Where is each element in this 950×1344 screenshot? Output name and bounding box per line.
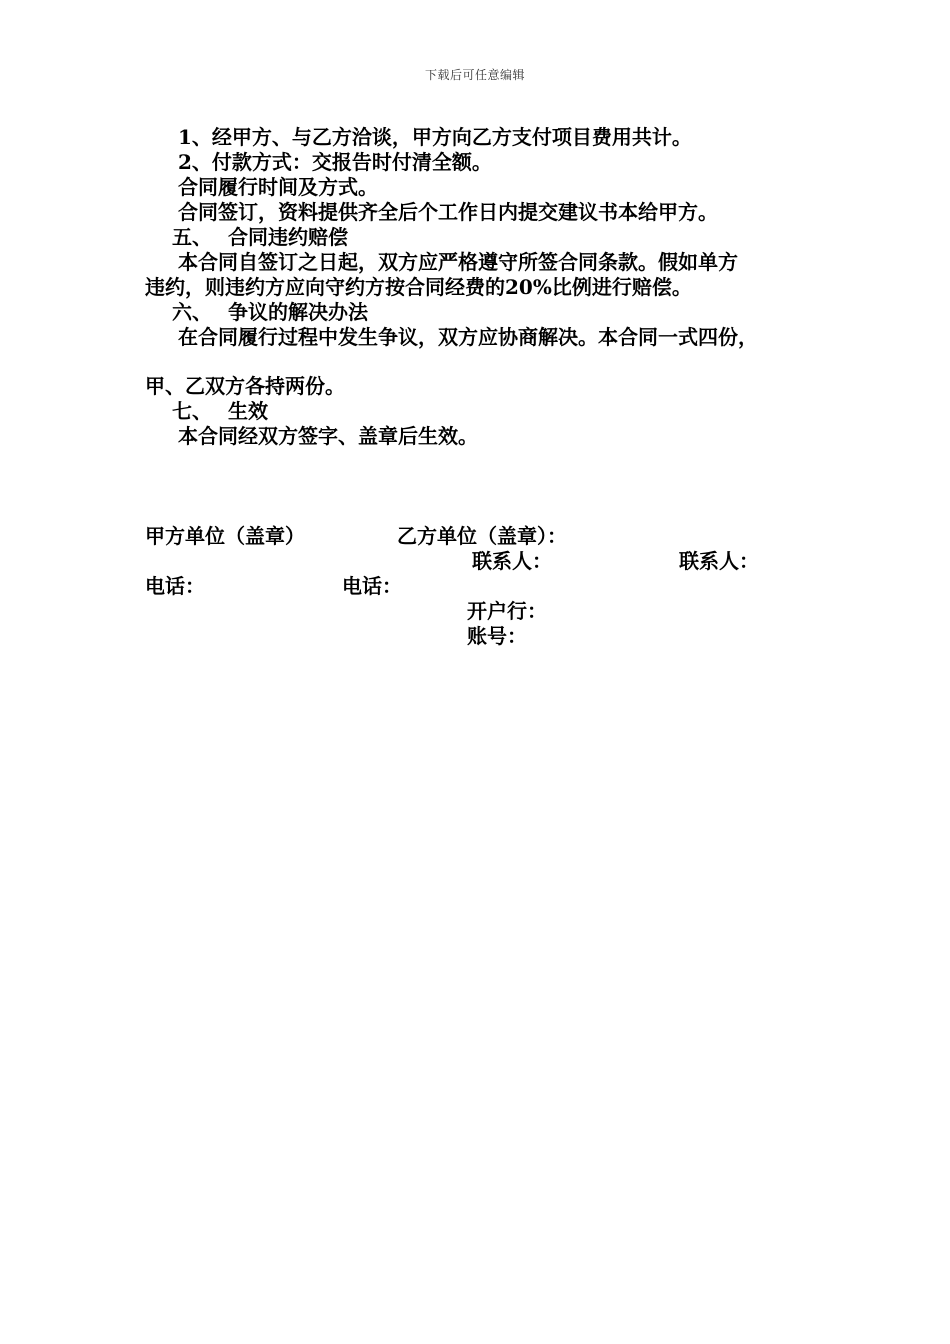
clause-2-number: 2 xyxy=(178,150,192,174)
performance-text: 合同签订，资料提供齐全后个工作日内提交建议书本给甲方。 xyxy=(178,200,718,224)
contact-a-label: 联系人： xyxy=(472,549,552,573)
section-5-heading xyxy=(172,225,348,249)
performance-heading: 合同履行时间及方式。 xyxy=(178,175,378,199)
phone-b-label: 电话： xyxy=(342,574,402,598)
section-5-title: 合同违约赔偿 xyxy=(228,225,348,249)
bank-label: 开户行： xyxy=(467,599,547,623)
section-6-text-line-1: 在合同履行过程中发生争议，双方应协商解决。本合同一式四份， xyxy=(178,325,758,349)
clause-2-text: 、付款方式：交报告时付清全额。 xyxy=(191,150,492,174)
clause-2 xyxy=(178,150,492,174)
contact-b-label: 联系人： xyxy=(679,549,759,573)
section-7-text: 本合同经双方签字、盖章后生效。 xyxy=(178,424,478,448)
page-header: 下载后可任意编辑 xyxy=(424,68,525,82)
section-7-title: 生效 xyxy=(228,399,268,423)
section-5-number: 五、 xyxy=(172,225,212,249)
party-a-label: 甲方单位（盖章） xyxy=(145,524,305,548)
section-6-text-line-2: 甲、乙双方各持两份。 xyxy=(145,374,345,398)
section-5-text-line-1: 本合同自签订之日起，双方应严格遵守所签合同条款。假如单方 xyxy=(178,250,738,274)
clause-1-text: 、经甲方、与乙方洽谈，甲方向乙方支付项目费用共计。 xyxy=(191,125,692,149)
section-6-number: 六、 xyxy=(172,300,212,324)
party-b-label: 乙方单位（盖章）： xyxy=(397,524,567,548)
section-5-text-post: 比例进行赔偿。 xyxy=(551,275,692,299)
section-7-number: 七、 xyxy=(172,399,212,423)
section-5-text-pre: 违约，则违约方应向守约方按合同经费的 xyxy=(145,275,505,299)
section-7-heading xyxy=(172,399,268,423)
clause-1-number: 1 xyxy=(178,125,192,149)
section-6-title: 争议的解决办法 xyxy=(228,300,368,324)
section-6-heading xyxy=(172,300,368,324)
clause-1 xyxy=(178,125,692,149)
account-label: 账号： xyxy=(467,624,527,648)
phone-a-label: 电话： xyxy=(145,574,205,598)
section-5-text-line-2 xyxy=(145,275,692,299)
penalty-percentage: 20% xyxy=(505,275,552,299)
